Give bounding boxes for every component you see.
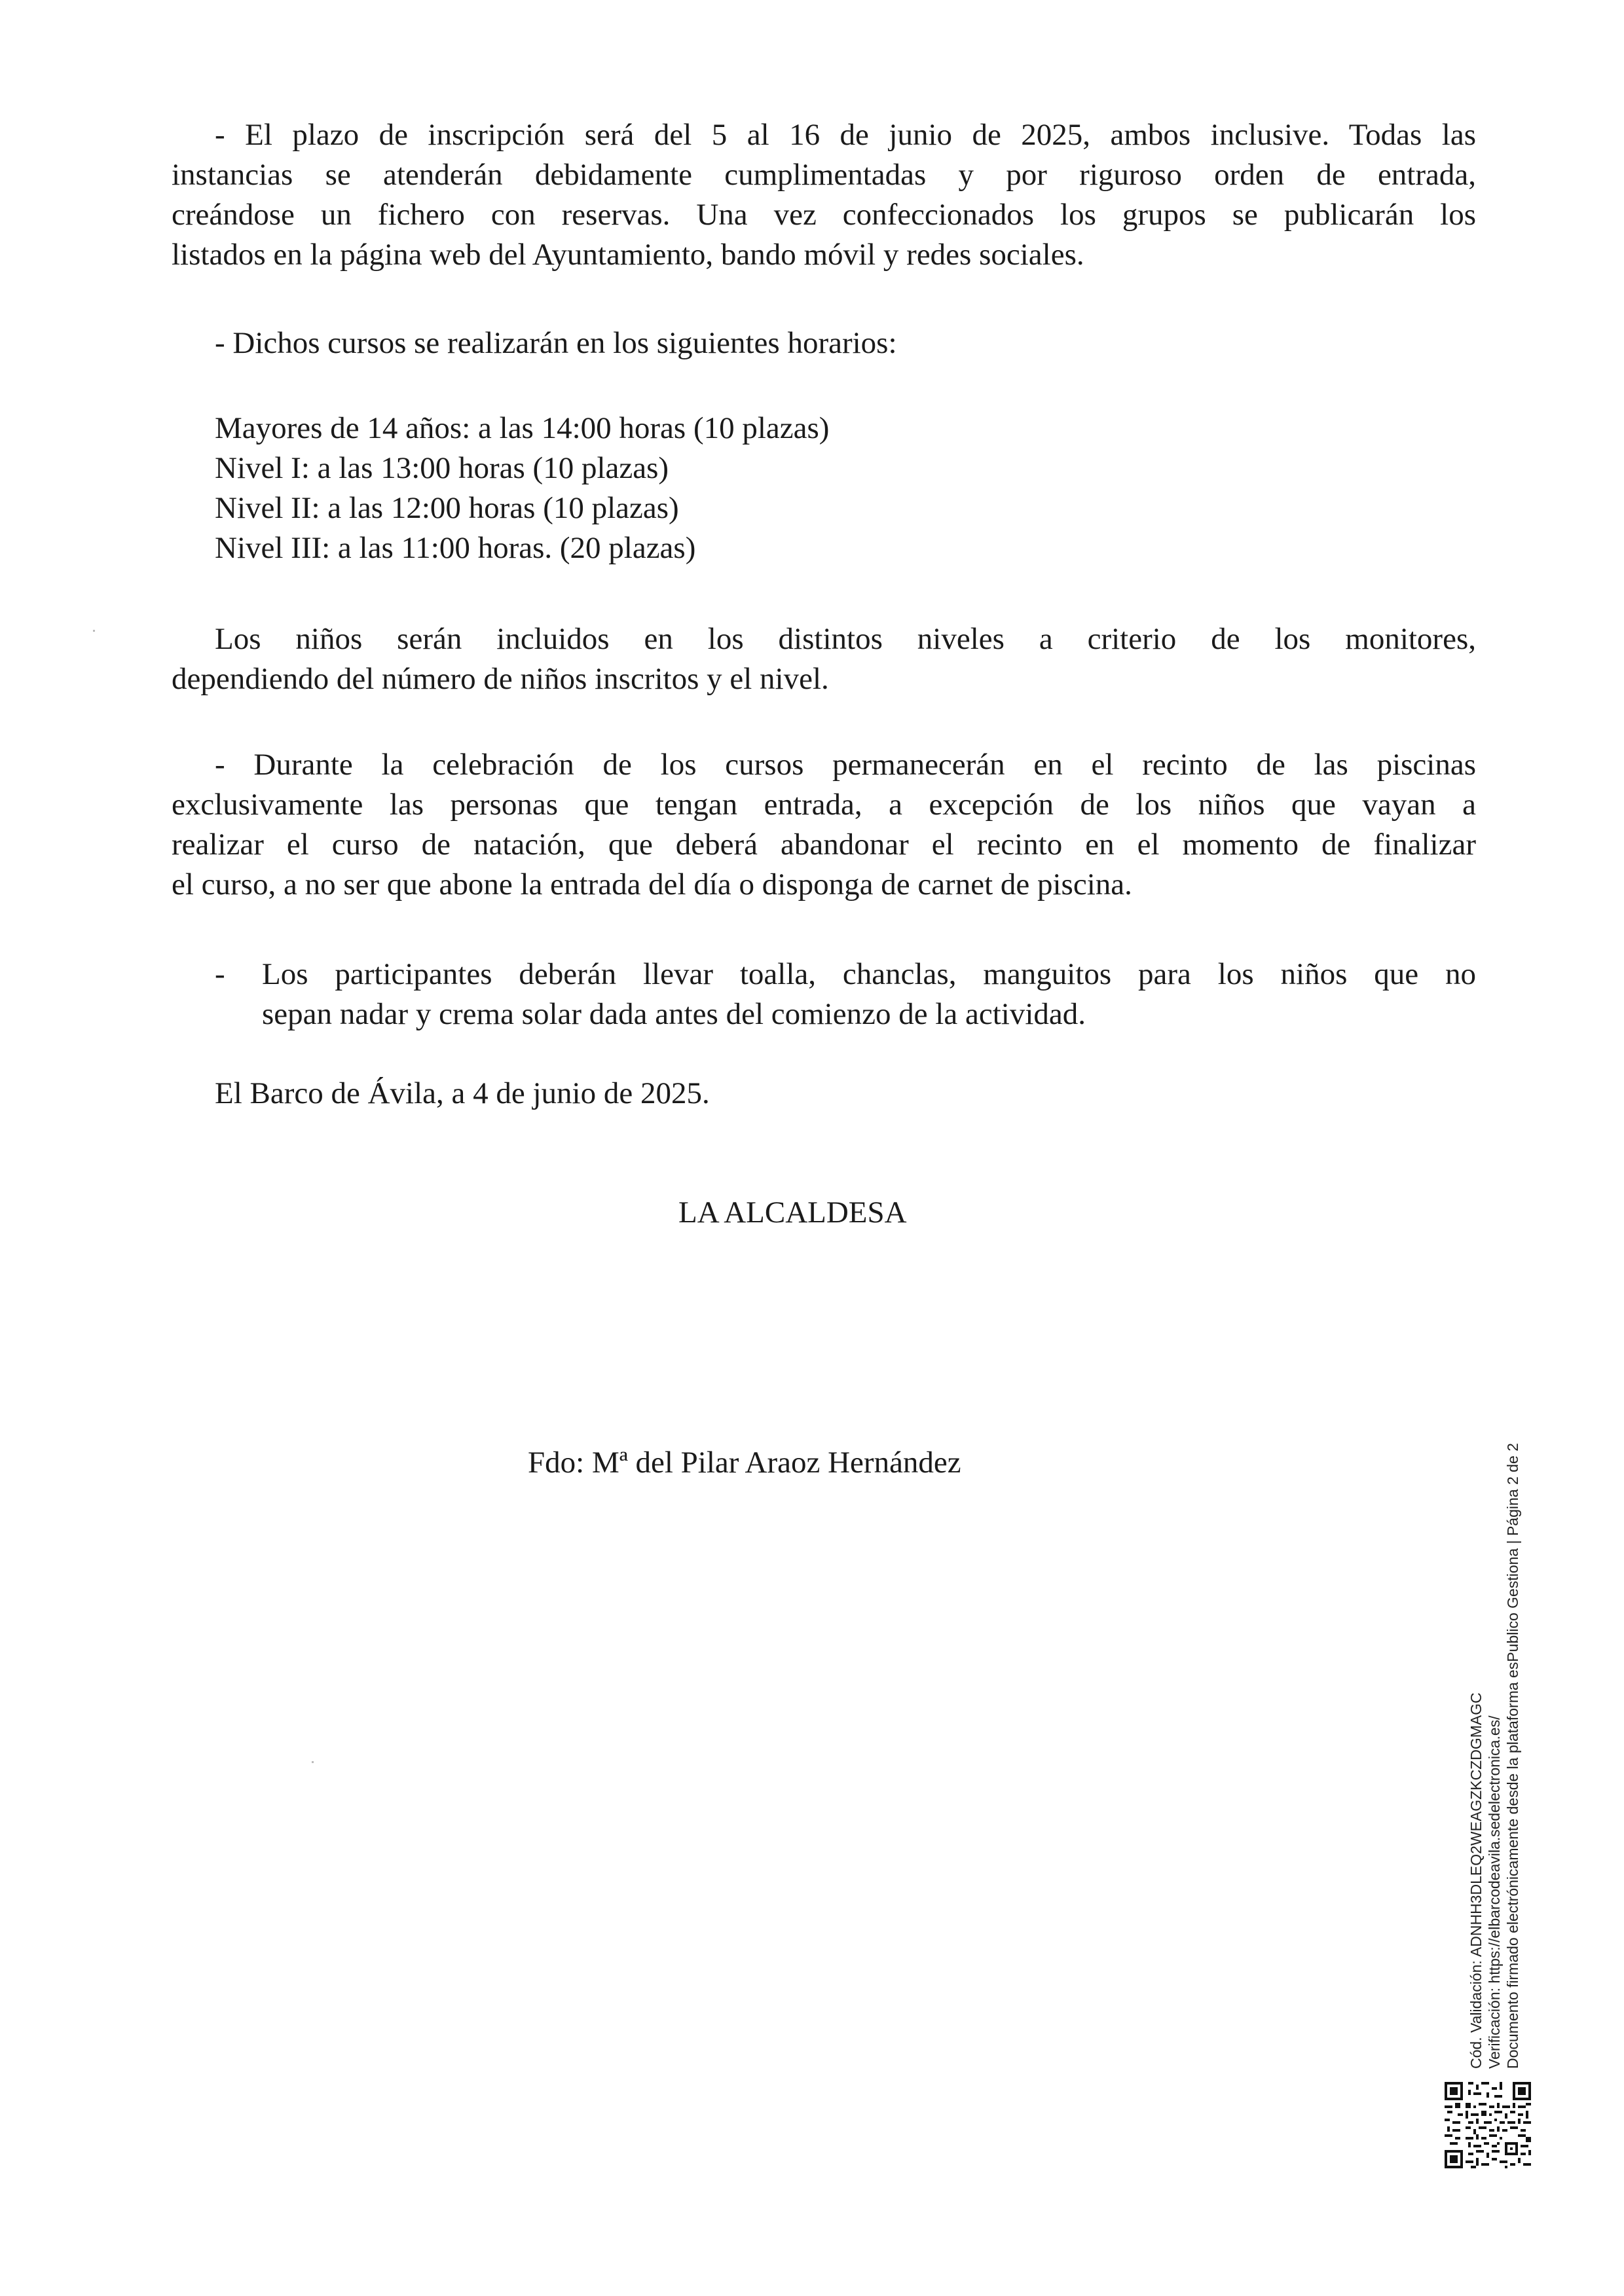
levels-paragraph [172, 619, 1476, 699]
scan-speck [93, 630, 95, 632]
signature-line: Fdo: Mª del Pilar Araoz Hernández [528, 1446, 961, 1480]
paragraph-line: exclusivamente las personas que tengan entrada, a excepción de los niños que vayan a [172, 788, 1476, 822]
paragraph-line: dependiendo del número de niños inscritos y el nivel. [172, 662, 829, 696]
validation-text [1467, 1388, 1522, 2069]
paragraph-line: realizar el curso de natación, que deberá abandonar el recinto en el momento de finalizar [172, 828, 1476, 862]
validation-sidebar [1467, 1388, 1559, 2069]
premises-paragraph [172, 745, 1476, 905]
paragraph-line: - El plazo de inscripción será del 5 al 16 de junio de 2025, ambos inclusive. Todas las [215, 118, 1476, 152]
paragraph-line: creándose un fichero con reservas. Una vez confeccionados los grupos se publicarán los [172, 198, 1476, 232]
qr-code-icon [1445, 2082, 1531, 2168]
paragraph-line: el curso, a no ser que abone la entrada del día o disponga de carnet de piscina. [172, 867, 1132, 902]
verification-url: Verificación: https://elbarcodeavila.sedelectronica.es/ [1486, 1715, 1503, 2069]
paragraph-line: sepan nadar y crema solar dada antes del comienzo de la actividad. [262, 997, 1086, 1031]
signatory-title: LA ALCALDESA [678, 1195, 907, 1230]
bullet-dash: - [215, 957, 225, 991]
paragraph-line: instancias se atenderán debidamente cumplimentadas y por riguroso orden de entrada, [172, 158, 1476, 192]
place-date-line: El Barco de Ávila, a 4 de junio de 2025. [215, 1076, 710, 1110]
schedule-item: Nivel III: a las 11:00 horas. (20 plazas) [215, 531, 696, 565]
validation-code: Cód. Validación: ADNHH3DLEQ2WEAGZKCZDGMAGC [1467, 1692, 1485, 2069]
schedule-intro: - Dichos cursos se realizarán en los siguientes horarios: [215, 326, 897, 360]
schedule-item: Nivel II: a las 12:00 horas (10 plazas) [215, 491, 679, 525]
schedule-list [215, 409, 829, 568]
registration-period-paragraph [172, 115, 1476, 275]
scan-speck [312, 1761, 314, 1763]
equipment-bullet [215, 955, 1476, 1040]
signed-note: Documento firmado electrónicamente desde la plataforma esPublico Gestiona | Página 2 de 2 [1504, 1443, 1521, 2069]
schedule-item: Nivel I: a las 13:00 horas (10 plazas) [215, 451, 669, 485]
paragraph-line: - Durante la celebración de los cursos permanecerán en el recinto de las piscinas [215, 748, 1476, 782]
paragraph-line: Los participantes deberán llevar toalla, chanclas, manguitos para los niños que no [262, 957, 1476, 991]
paragraph-line: listados en la página web del Ayuntamiento, bando móvil y redes sociales. [172, 238, 1084, 272]
schedule-item: Mayores de 14 años: a las 14:00 horas (10 plazas) [215, 411, 830, 445]
paragraph-line: Los niños serán incluidos en los distintos niveles a criterio de los monitores, [215, 622, 1476, 656]
bullet-body [262, 955, 1476, 1034]
